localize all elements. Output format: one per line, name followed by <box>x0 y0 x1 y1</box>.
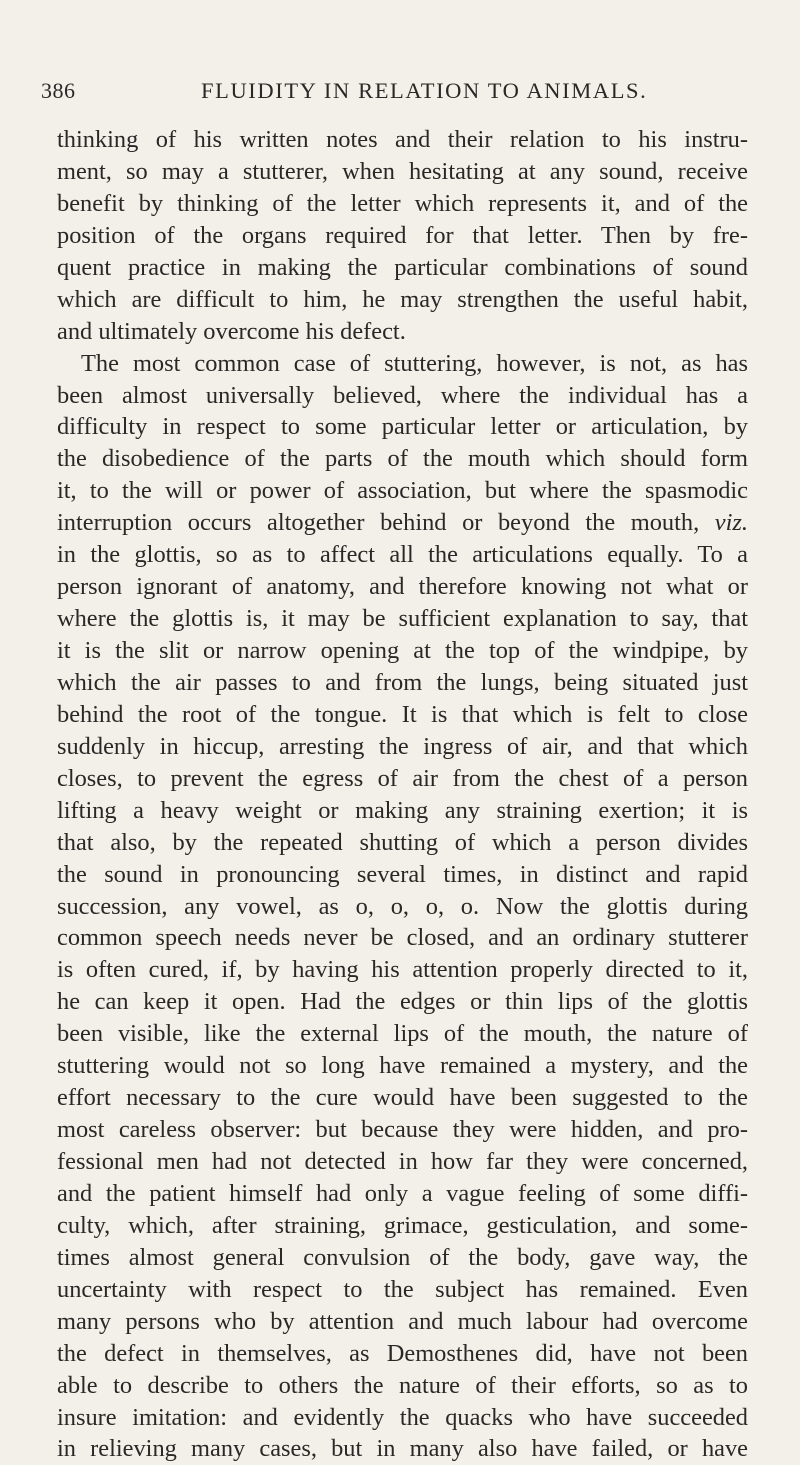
text-line: fessional men had not detected in how far they were concerned, <box>57 1148 748 1175</box>
running-title: FLUIDITY IN RELATION TO ANIMALS. <box>201 78 648 103</box>
text-line: the sound in pronouncing several times, in distinct and rapid <box>57 860 748 888</box>
text-line: difficulty in respect to some particular letter or articulation, by <box>57 413 748 441</box>
text-line: stuttering would not so long have remained a mystery, and the <box>57 1052 748 1080</box>
paragraph <box>57 124 748 348</box>
text-line: person ignorant of anatomy, and therefore knowing not what or <box>57 573 748 601</box>
text-line: effort necessary to the cure would have been suggested to the <box>57 1084 748 1112</box>
text-line: that also, by the repeated shutting of which a person divides <box>57 828 748 856</box>
text-line: suddenly in hiccup, arresting the ingress of air, and that which <box>57 732 748 760</box>
text-line: and ultimately overcome his defect. <box>57 317 406 345</box>
text-line: it, to the will or power of association, but where the spasmodic <box>57 477 748 505</box>
text-line: quent practice in making the particular combinations of sound <box>57 253 748 281</box>
paragraph <box>57 348 748 1465</box>
text-line: behind the root of the tongue. It is that which is felt to close <box>57 700 748 728</box>
text-line: is often cured, if, by having his attention properly directed to it, <box>57 956 748 984</box>
text-line: the defect in themselves, as Demosthenes did, have not been <box>57 1339 748 1367</box>
text-line: ment, so may a stutterer, when hesitating at any sound, receive <box>57 157 748 185</box>
text-line: in relieving many cases, but in many also have failed, or have <box>57 1435 748 1463</box>
text-line: insure imitation: and evidently the quacks who have succeeded <box>57 1403 748 1431</box>
text-line: which are difficult to him, he may strengthen the useful habit, <box>57 285 748 313</box>
text-line: it is the slit or narrow opening at the top of the windpipe, by <box>57 637 748 664</box>
text-line: position of the organs required for that letter. Then by fre- <box>57 221 748 249</box>
text-line: closes, to prevent the egress of air from the chest of a person <box>57 764 748 792</box>
text-line: benefit by thinking of the letter which represents it, and of the <box>57 189 748 217</box>
text-line: where the glottis is, it may be sufficient explanation to say, that <box>57 605 748 633</box>
text-line: times almost general convulsion of the body, gave way, the <box>57 1243 748 1271</box>
text-line: able to describe to others the nature of their efforts, so as to <box>57 1371 748 1399</box>
text-line: most careless observer: but because they were hidden, and pro- <box>57 1116 748 1144</box>
italic-viz: viz. <box>714 509 748 537</box>
text-line: which the air passes to and from the lungs, being situated just <box>57 668 748 696</box>
text-line: common speech needs never be closed, and an ordinary stutterer <box>57 924 748 952</box>
text-line: uncertainty with respect to the subject has remained. Even <box>57 1275 748 1303</box>
text-line: been visible, like the external lips of the mouth, the nature of <box>57 1020 748 1048</box>
running-head <box>41 78 748 110</box>
text-line: The most common case of stuttering, however, is not, as has <box>81 349 748 377</box>
text-line: succession, any vowel, as o, o, o, o. Now the glottis during <box>57 892 748 920</box>
page-number: 386 <box>41 78 76 103</box>
text-line: culty, which, after straining, grimace, gesticulation, and some- <box>57 1211 748 1239</box>
text-line: he can keep it open. Had the edges or thin lips of the glottis <box>57 988 748 1016</box>
text-line: thinking of his written notes and their relation to his instru- <box>57 126 748 153</box>
text-line: lifting a heavy weight or making any straining exertion; it is <box>57 796 748 824</box>
text-line: in the glottis, so as to affect all the articulations equally. To a <box>57 541 748 569</box>
text-line: many persons who by attention and much labour had overcome <box>57 1307 748 1335</box>
text-line: the disobedience of the parts of the mouth which should form <box>57 445 748 473</box>
text-line: been almost universally believed, where the individual has a <box>57 381 748 409</box>
body-text <box>57 124 748 1465</box>
text-line: and the patient himself had only a vague feeling of some diffi- <box>57 1179 748 1207</box>
text-line: interruption occurs altogether behind or beyond the mouth, viz. <box>57 509 748 537</box>
